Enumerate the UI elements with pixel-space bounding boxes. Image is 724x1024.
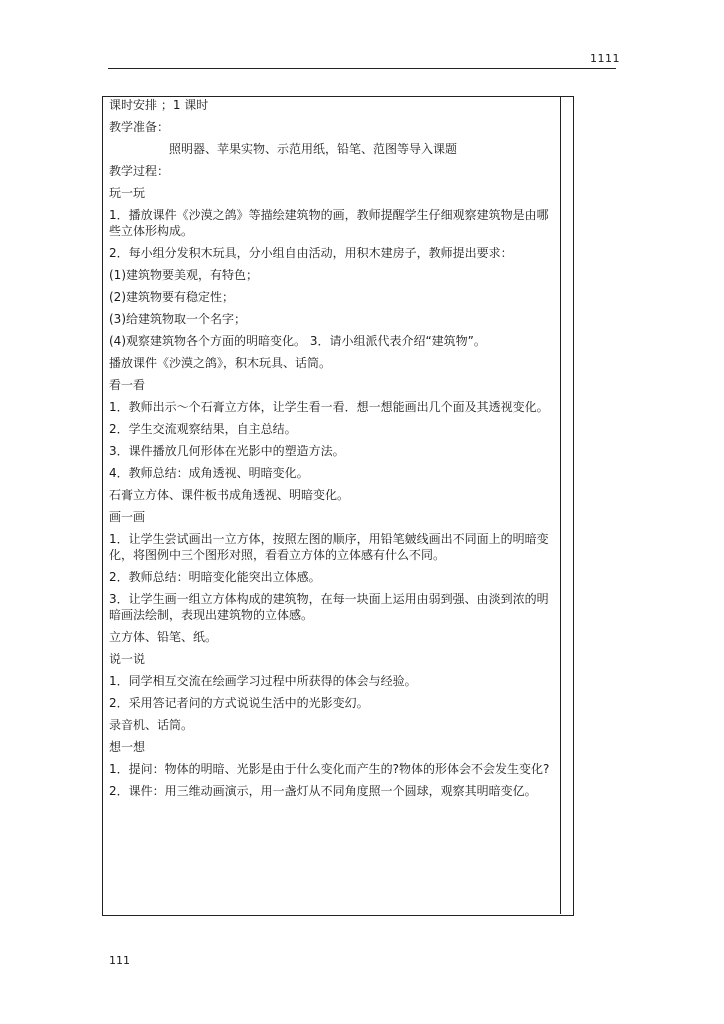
footer-page-marker: 111 [109, 954, 130, 967]
draw-materials: 立方体、铅笔、纸。 [109, 630, 218, 644]
speak-materials: 录音机、话筒。 [109, 718, 194, 732]
speak-step-2: 2．采用答记者问的方式说说生活中的光影变幻。 [109, 696, 369, 710]
draw-step-2: 2．教师总结：明暗变化能突出立体感。 [109, 570, 321, 584]
look-step-3: 3．课件播放几何形体在光影中的塑造方法。 [109, 444, 345, 458]
lesson-content [109, 96, 556, 799]
play-requirement-4: (4)观察建筑物各个方面的明暗变化。 3．请小组派代表介绍“建筑物”。 [109, 334, 486, 348]
header-rule [108, 68, 616, 69]
preparation-heading: 教学准备： [109, 120, 170, 134]
draw-step-3: 3．让学生画一组立方体构成的建筑物，在每一块面上运用由弱到强、由淡到浓的明暗画法绘制，表现出建筑物的立体感。 [109, 592, 549, 622]
play-requirement-1: (1)建筑物要美观，有特色； [109, 268, 258, 282]
play-requirement-2: (2)建筑物要有稳定性； [109, 290, 234, 304]
section-think-heading: 想一想 [109, 740, 146, 754]
speak-step-1: 1．同学相互交流在绘画学习过程中所获得的体会与经验。 [109, 674, 417, 688]
look-step-1: 1．教师出示～个石膏立方体，让学生看一看．想一想能画出几个面及其透视变化。 [109, 400, 549, 414]
preparation-materials: 照明器、苹果实物、示范用纸，铅笔、范图等导入课题 [169, 142, 458, 156]
look-step-4: 4．教师总结：成角透视、明暗变化。 [109, 466, 309, 480]
think-step-2: 2．课件：用三维动画演示，用一盏灯从不同角度照一个圆球，观察其明暗变亿。 [109, 784, 537, 798]
section-play-heading: 玩一玩 [109, 186, 146, 200]
look-step-2: 2．学生交流观察结果，自主总结。 [109, 422, 297, 436]
draw-step-1: 1．让学生尝试画出一立方体，按照左图的顺序，用铅笔皴线画出不同面上的明暗变化，将图例中三个图形对照，看看立方体的立体感有什么不同。 [109, 532, 549, 562]
play-materials: 播放课件《沙漠之鸽》，积木玩具、话筒。 [109, 356, 332, 370]
section-look-heading: 看一看 [109, 378, 146, 392]
think-step-1: 1．提问：物体的明暗、光影是由于什么变化而产生的?物体的形体会不会发生变化? [109, 762, 550, 776]
header-page-marker: 1111 [590, 52, 620, 65]
play-step-1: 1．播放课件《沙漠之鸽》等描绘建筑物的画，教师提醒学生仔细观察建筑物是由哪些立体形构成。 [109, 208, 549, 238]
section-speak-heading: 说一说 [109, 652, 146, 666]
schedule-line: 课时安排 ；1 课时 [109, 98, 209, 112]
table-side-column-divider [560, 96, 561, 914]
process-heading: 教学过程： [109, 164, 170, 178]
section-draw-heading: 画一画 [109, 510, 146, 524]
play-step-2: 2．每小组分发积木玩具，分小组自由活动，用积木建房子，教师提出要求： [109, 246, 513, 260]
look-materials: 石膏立方体、课件板书成角透视、明暗变化。 [109, 488, 350, 502]
play-requirement-3: (3)给建筑物取一个名字； [109, 312, 246, 326]
